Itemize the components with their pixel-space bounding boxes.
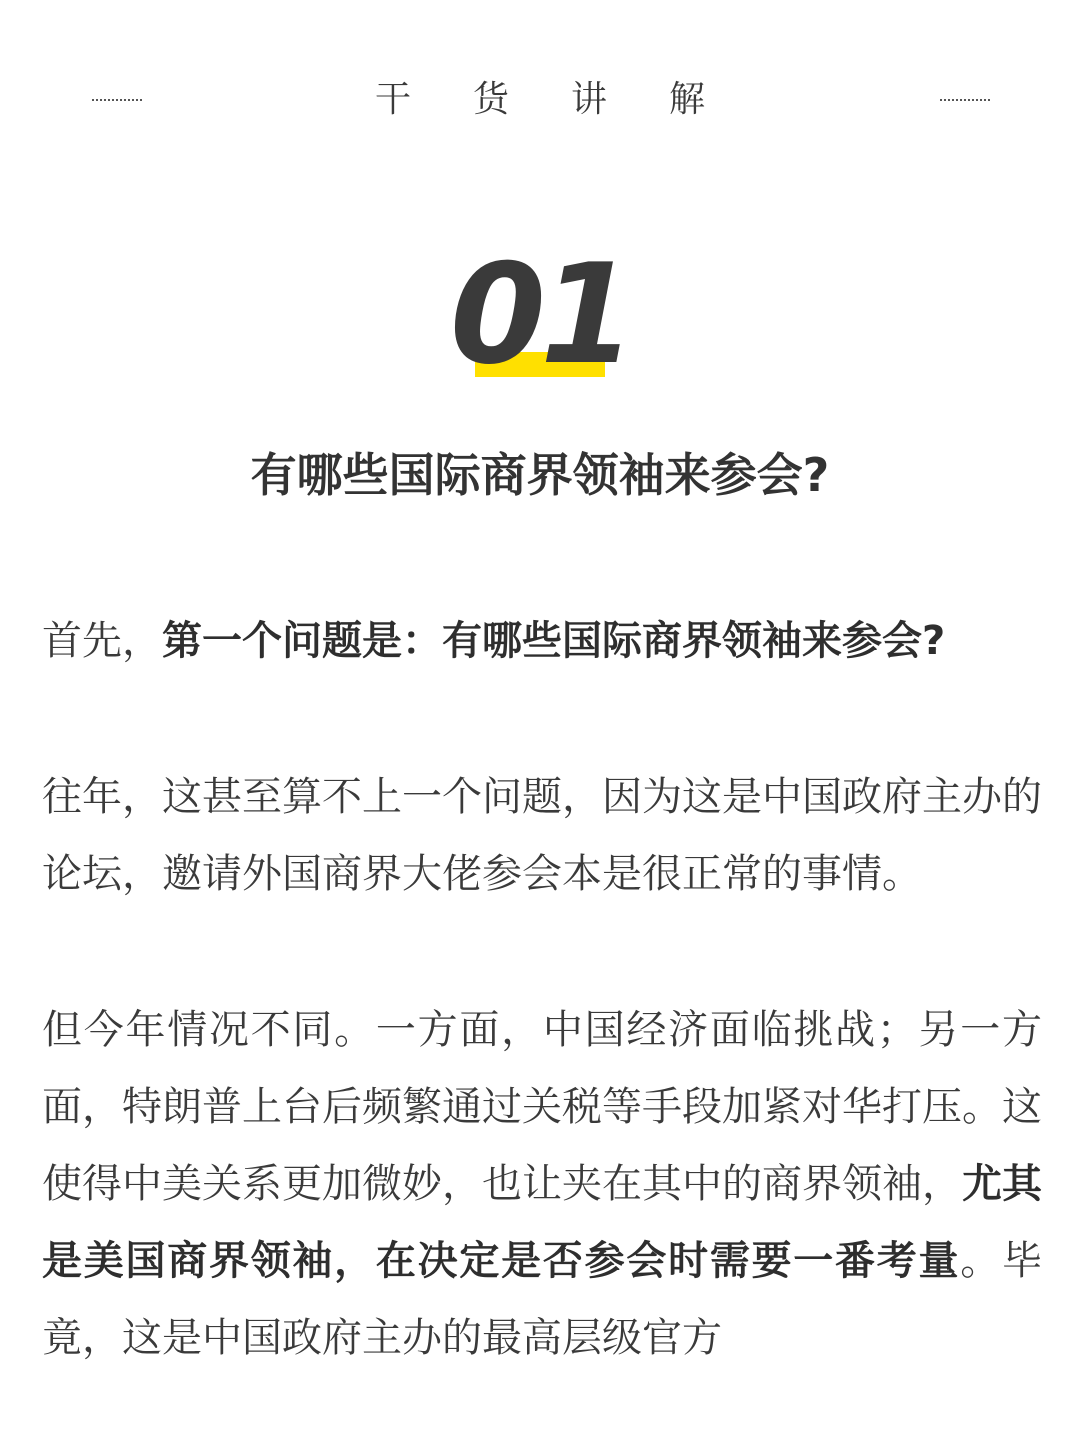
section-number-block <box>0 234 1080 395</box>
dotted-divider-right <box>940 99 990 101</box>
paragraph-3-text-end: 。毕竟，这是中国政府主办的最高层级官方 <box>42 1238 1043 1361</box>
article-body <box>42 603 1042 1377</box>
paragraph-3 <box>42 992 1042 1377</box>
paragraph-3-bold: 尤其是美国商界领袖，在决定是否参会时需要一番考量 <box>42 1161 1042 1284</box>
paragraph-1-lead: 首先， <box>42 618 162 664</box>
section-number: 01 <box>449 234 631 395</box>
paragraph-2 <box>42 759 1042 913</box>
paragraph-2-text: 往年，这甚至算不上一个问题，因为这是中国政府主办的论坛，邀请外国商界大佬参会本是很正常的事情。 <box>42 774 1042 897</box>
section-header <box>0 70 1080 130</box>
header-title: 干货讲解 <box>374 79 767 120</box>
paragraph-3-text-start: 但今年情况不同。一方面，中国经济面临挑战；另一方面，特朗普上台后频繁通过关税等手段加紧对华打压。这使得中美关系更加微妙，也让夹在其中的商界领袖， <box>42 1007 1042 1207</box>
paragraph-1 <box>42 603 1042 680</box>
paragraph-1-bold: 第一个问题是：有哪些国际商界领袖来参会? <box>162 618 946 664</box>
section-title: 有哪些国际商界领袖来参会? <box>250 448 830 502</box>
